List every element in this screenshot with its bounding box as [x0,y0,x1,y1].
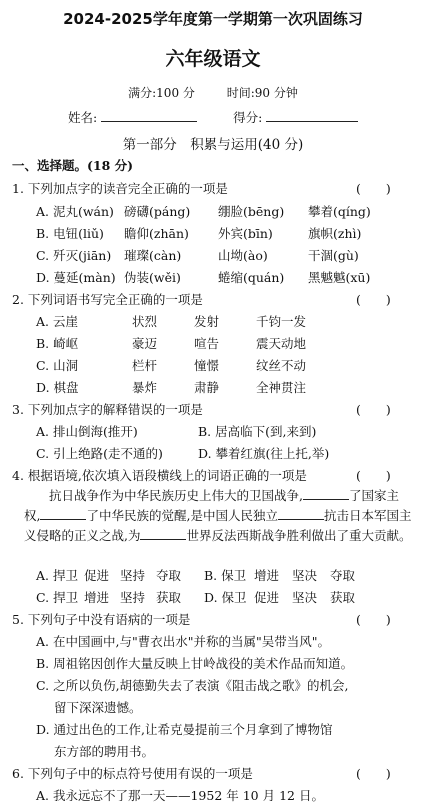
q2-option-row[interactable] [36,312,306,330]
answer-paren[interactable]: ( ) [356,292,391,307]
option-word: 夺取 [156,568,182,583]
q1-option-row[interactable] [36,224,361,242]
option-word: C. 歼灭(jiān) [36,248,112,263]
option-word: 蜷缩(quán) [218,270,285,285]
option-word: 旗帜(zhì) [308,226,362,241]
option-word: C. 山洞 [36,358,79,373]
option-word: A. 排山倒海(推开) [36,424,138,439]
question-6-stem: 6. 下列句子中的标点符号使用有误的一项是 [12,766,253,781]
passage-text: 世界反法西斯战争胜利做出了重大贡献。 [186,528,412,543]
score-label: 得分: [233,110,263,125]
q5-option-c[interactable]: C. 之所以负伤,胡德勤失去了表演《阻击战之歌》的机会, [36,678,349,693]
option-word: 促进 [84,568,110,583]
option-word: 千钧一发 [256,314,307,329]
option-word: 肃静 [194,380,220,395]
option-word: 坚决 [292,568,318,583]
option-word: 瞻仰(zhān) [124,226,189,241]
part-heading: 第一部分 积累与运用(40 分) [122,137,304,153]
section-heading: 一、选择题。(18 分) [12,158,134,173]
q4-option-row[interactable] [36,588,355,606]
exam-title: 2024-2025学年度第一学期第一次巩固练习 [63,10,363,28]
fill-blank[interactable] [40,509,86,520]
answer-paren[interactable]: ( ) [356,612,391,627]
option-word: B. 崎岖 [36,336,79,351]
option-word: C. 捍卫 [36,590,79,605]
option-word: 获取 [330,590,356,605]
q6-option-a[interactable]: A. 我永远忘不了那一天——1952 年 10 月 12 日。 [36,788,324,803]
option-word: 坚决 [292,590,318,605]
option-word: 获取 [156,590,182,605]
subject-title: 六年级语文 [165,48,261,70]
option-word: 豪迈 [132,336,158,351]
option-word: 伪装(wěi) [124,270,181,285]
option-word: B. 保卫 [204,568,247,583]
option-word: 栏杆 [132,358,158,373]
option-word: 状烈 [132,314,158,329]
answer-paren[interactable]: ( ) [356,468,391,483]
question-4-stem: 4. 根据语境,依次填入语段横线上的词语正确的一项是 [12,468,307,483]
q2-option-row[interactable] [36,356,306,374]
exam-time: 时间:90 分钟 [226,86,298,100]
student-info [68,108,358,126]
question-2-stem: 2. 下列词语书写完全正确的一项是 [12,292,203,307]
option-word: C. 引上绝路(走不通的) [36,446,163,461]
option-word: 夺取 [330,568,356,583]
option-word: 憧憬 [194,358,220,373]
fill-blank[interactable] [303,489,349,500]
option-word: 震天动地 [256,336,307,351]
option-word: 干涸(gù) [308,248,359,263]
option-word: 璀璨(càn) [124,248,182,263]
question-5-stem: 5. 下列句子中没有语病的一项是 [12,612,191,627]
option-word: 坚持 [120,568,146,583]
name-blank[interactable] [101,109,197,122]
exam-meta [0,84,426,101]
passage-text: 了中华民族的觉醒,是中国人民独立 [86,508,278,523]
q3-option-row[interactable] [36,422,316,440]
passage-text: 了国家主权, [24,488,399,523]
answer-paren[interactable]: ( ) [356,402,391,417]
q5-option-c-continued: 留下深深遗憾。 [54,700,142,715]
option-word: B. 电钮(liǔ) [36,226,104,241]
option-word: 山坳(ào) [218,248,268,263]
q2-option-row[interactable] [36,334,306,352]
q4-option-row[interactable] [36,566,355,584]
option-word: 喧告 [194,336,220,351]
option-word: 全神贯注 [256,380,307,395]
option-word: 黑魆魆(xū) [308,270,371,285]
option-word: 发射 [194,314,220,329]
option-word: 绷脸(bēng) [218,204,285,219]
fill-blank[interactable] [140,529,186,540]
option-word: 纹丝不动 [256,358,307,373]
q3-option-row[interactable] [36,444,329,462]
option-word: D. 保卫 [204,590,247,605]
score-blank[interactable] [266,109,358,122]
option-word: A. 捍卫 [36,568,78,583]
q1-option-row[interactable] [36,268,370,286]
q1-option-row[interactable] [36,202,371,220]
option-word: 坚持 [120,590,146,605]
option-word: 磅礴(páng) [124,204,191,219]
full-score: 满分:100 分 [128,86,195,100]
q5-option-d[interactable]: D. 通过出色的工作,让希克曼提前三个月拿到了博物馆 [36,722,333,737]
q2-option-row[interactable] [36,378,306,396]
option-word: 促进 [254,590,280,605]
option-word: A. 泥丸(wán) [36,204,114,219]
option-word: 增进 [254,568,280,583]
passage-text: 抗击日本军国主义侵略的正义之战,为 [24,508,412,543]
question-1-stem: 1. 下列加点字的读音完全正确的一项是 [12,181,228,196]
option-word: 攀着(qíng) [308,204,371,219]
q5-option-b[interactable]: B. 周祖铭因创作大量反映上甘岭战役的美术作品而知道。 [36,656,354,671]
option-word: 增进 [84,590,110,605]
fill-blank[interactable] [278,509,324,520]
option-word: 暴炸 [132,380,158,395]
option-word: B. 居高临下(到,来到) [198,424,317,439]
question-3-stem: 3. 下列加点字的解释错误的一项是 [12,402,203,417]
option-word: D. 蔓延(màn) [36,270,116,285]
q4-passage [24,486,414,546]
option-word: D. 棋盘 [36,380,79,395]
q1-option-row[interactable] [36,246,359,264]
answer-paren[interactable]: ( ) [356,766,391,781]
option-word: A. 云崖 [36,314,78,329]
passage-text: 抗日战争作为中华民族历史上伟大的卫国战争, [49,488,303,503]
q5-option-d-continued: 东方部的聘用书。 [54,744,155,759]
option-word: D. 攀着红旗(往上托,举) [198,446,330,461]
answer-paren[interactable]: ( ) [356,181,391,196]
option-word: 外宾(bīn) [218,226,273,241]
q5-option-a[interactable]: A. 在中国画中,与"曹衣出水"并称的当属"吴带当风"。 [36,634,330,649]
name-label: 姓名: [68,110,98,125]
